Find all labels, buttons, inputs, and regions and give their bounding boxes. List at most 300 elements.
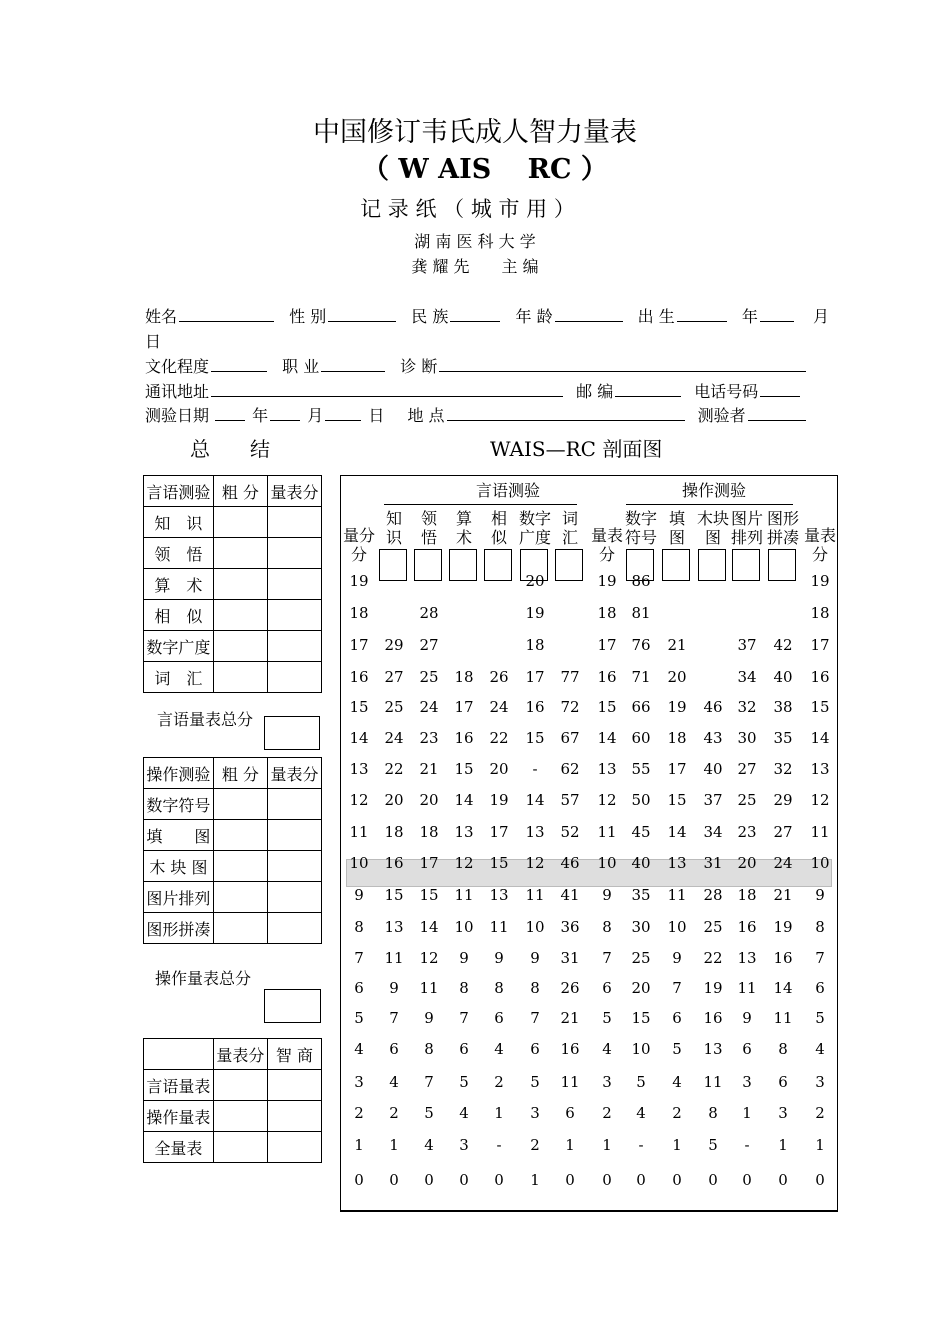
profile-value: 27	[384, 668, 404, 686]
profile-chart	[340, 475, 838, 1212]
profile-value: 72	[560, 698, 580, 716]
profile-header-1: 知 识	[385, 509, 402, 547]
profile-value: 18	[525, 636, 545, 654]
profile-value: 27	[773, 823, 793, 841]
ethnicity-field[interactable]	[450, 305, 500, 322]
profile-value: 37	[703, 791, 723, 809]
profile-score-box[interactable]	[768, 549, 796, 581]
profile-value: 21	[419, 760, 439, 778]
profile-value: 4	[354, 1040, 364, 1058]
score-cell[interactable]	[213, 631, 267, 662]
profile-value: 6	[389, 1040, 399, 1058]
profile-value: 6	[815, 979, 825, 997]
profile-value: 4	[389, 1073, 399, 1091]
profile-value: 9	[354, 886, 364, 904]
profile-value: 8	[708, 1104, 718, 1122]
profile-header-10: 木块 图	[696, 509, 729, 547]
profile-value: 4	[459, 1104, 469, 1122]
profile-value: 7	[354, 949, 364, 967]
score-cell[interactable]	[267, 600, 321, 631]
profile-value: 1	[494, 1104, 504, 1122]
row-label: 木 块 图	[144, 851, 214, 882]
profile-value: 13	[597, 760, 617, 778]
profile-value: 5	[530, 1073, 540, 1091]
profile-value: 10	[525, 918, 545, 936]
score-cell[interactable]	[267, 538, 321, 569]
profile-value: 19	[525, 604, 545, 622]
profile-value: 34	[703, 823, 723, 841]
score-cell[interactable]	[213, 1101, 267, 1132]
profile-value: 9	[459, 949, 469, 967]
profile-value: 0	[459, 1171, 469, 1189]
score-cell[interactable]	[267, 1101, 321, 1132]
postcode-field[interactable]	[615, 380, 681, 397]
profile-value: 18	[419, 823, 439, 841]
profile-value: 11	[525, 886, 545, 904]
profile-value: 19	[349, 572, 369, 590]
profile-value: 13	[667, 854, 687, 872]
diagnosis-field[interactable]	[439, 355, 806, 372]
profile-value: 28	[419, 604, 439, 622]
profile-value: 18	[349, 604, 369, 622]
verbal-total-label: 言语量表总分	[157, 710, 254, 729]
profile-value: 20	[489, 760, 509, 778]
table-row	[144, 789, 322, 820]
education-field[interactable]	[211, 355, 267, 372]
phone-field[interactable]	[760, 380, 800, 397]
profile-value: 8	[424, 1040, 434, 1058]
profile-value: 11	[454, 886, 474, 904]
score-cell[interactable]	[267, 1070, 321, 1101]
profile-value: 17	[597, 636, 617, 654]
profile-score-box[interactable]	[662, 549, 690, 581]
birth-month-field[interactable]	[760, 305, 794, 322]
profile-value: 20	[631, 979, 651, 997]
profile-value: 0	[602, 1171, 612, 1189]
profile-value: 5	[636, 1073, 646, 1091]
occupation-label: 职 业	[282, 357, 320, 376]
profile-value: 8	[815, 918, 825, 936]
profile-value: 31	[560, 949, 580, 967]
row-label: 全量表	[144, 1132, 214, 1163]
score-cell[interactable]	[267, 851, 321, 882]
profile-value: 9	[494, 949, 504, 967]
profile-value: 25	[631, 949, 651, 967]
profile-value: 31	[703, 854, 723, 872]
profile-value: 11	[597, 823, 617, 841]
row-label: 相 似	[144, 600, 214, 631]
profile-header-4: 相 似	[490, 509, 507, 547]
profile-value: 2	[494, 1073, 504, 1091]
table-row	[144, 851, 322, 882]
profile-value: 41	[560, 886, 580, 904]
profile-value: 14	[525, 791, 545, 809]
profile-score-box[interactable]	[555, 549, 583, 581]
score-cell[interactable]	[267, 882, 321, 913]
profile-value: 5	[424, 1104, 434, 1122]
profile-value: 21	[773, 886, 793, 904]
profile-value: 2	[354, 1104, 364, 1122]
profile-score-box[interactable]	[379, 549, 407, 581]
profile-value: 19	[810, 572, 830, 590]
editor: 龚 耀 先 主 编	[411, 257, 539, 276]
score-cell[interactable]	[213, 662, 267, 693]
profile-value: 25	[703, 918, 723, 936]
profile-value: 20	[419, 791, 439, 809]
row-label: 图形拼凑	[144, 913, 214, 944]
profile-value: 4	[636, 1104, 646, 1122]
score-cell[interactable]	[267, 631, 321, 662]
profile-value: 36	[560, 918, 580, 936]
birth-day-label: 日	[145, 332, 162, 351]
score-cell[interactable]	[213, 600, 267, 631]
profile-value: 0	[672, 1171, 682, 1189]
profile-value: 35	[631, 886, 651, 904]
profile-value: 3	[354, 1073, 364, 1091]
profile-value: 27	[419, 636, 439, 654]
profile-value: 1	[354, 1136, 364, 1154]
performance-summary-table	[143, 757, 322, 944]
profile-value: 17	[667, 760, 687, 778]
table-row	[144, 538, 322, 569]
score-cell[interactable]	[267, 1132, 321, 1163]
table-row	[144, 1132, 322, 1163]
age-field[interactable]	[555, 305, 623, 322]
profile-value: 0	[708, 1171, 718, 1189]
profile-value: 8	[530, 979, 540, 997]
row-label: 言语量表	[144, 1070, 214, 1101]
profile-value: 6	[602, 979, 612, 997]
place-field[interactable]	[447, 404, 685, 421]
test-day-field[interactable]	[325, 404, 361, 421]
table-row	[144, 507, 322, 538]
profile-value: 16	[773, 949, 793, 967]
score-cell[interactable]	[267, 789, 321, 820]
profile-value: 1	[778, 1136, 788, 1154]
profile-header-8: 数字 符号	[624, 509, 657, 547]
profile-value: 14	[810, 729, 830, 747]
test-month-field[interactable]	[270, 404, 300, 421]
profile-value: 9	[389, 979, 399, 997]
profile-value: 20	[667, 668, 687, 686]
profile-value: 23	[419, 729, 439, 747]
profile-value: 26	[560, 979, 580, 997]
score-cell[interactable]	[213, 507, 267, 538]
profile-value: 16	[349, 668, 369, 686]
row-label: 操作量表	[144, 1101, 214, 1132]
profile-value: 7	[424, 1073, 434, 1091]
birth-month-label: 月	[812, 307, 829, 326]
performance-total-box[interactable]	[264, 989, 321, 1023]
profile-value: 17	[525, 668, 545, 686]
profile-value: 16	[597, 668, 617, 686]
profile-value: 8	[459, 979, 469, 997]
examiner-label: 测验者	[697, 406, 746, 425]
profile-value: 15	[525, 729, 545, 747]
profile-value: 11	[703, 1073, 723, 1091]
profile-value: 50	[631, 791, 651, 809]
profile-value: 11	[489, 918, 509, 936]
profile-value: 14	[773, 979, 793, 997]
profile-value: 9	[742, 1009, 752, 1027]
profile-value: 60	[631, 729, 651, 747]
performance-group-label: 操作测验	[681, 481, 746, 500]
profile-value: 0	[742, 1171, 752, 1189]
profile-value: 30	[631, 918, 651, 936]
profile-value: 0	[636, 1171, 646, 1189]
table-header-row	[144, 1039, 322, 1070]
profile-value: 24	[419, 698, 439, 716]
profile-value: 1	[672, 1136, 682, 1154]
profile-value: 52	[560, 823, 580, 841]
profile-value: 16	[525, 698, 545, 716]
profile-value: 16	[703, 1009, 723, 1027]
profile-value: 26	[489, 668, 509, 686]
profile-header-7: 量表 分	[590, 526, 623, 564]
profile-value: 10	[631, 1040, 651, 1058]
profile-value: 9	[815, 886, 825, 904]
profile-header-3: 算 术	[455, 509, 472, 547]
profile-value: 1	[565, 1136, 575, 1154]
score-cell[interactable]	[213, 851, 267, 882]
profile-score-box[interactable]	[449, 549, 477, 581]
score-cell[interactable]	[267, 913, 321, 944]
profile-value: 32	[737, 698, 757, 716]
test-date-label: 测验日期	[145, 406, 210, 425]
profile-value: 11	[773, 1009, 793, 1027]
profile-value: 3	[815, 1073, 825, 1091]
form-subtitle: （ W AIS RC ）	[362, 154, 608, 185]
profile-value: 6	[672, 1009, 682, 1027]
profile-value: 6	[459, 1040, 469, 1058]
table-header-cell: 量表分	[213, 1039, 267, 1070]
row-label: 算 术	[144, 569, 214, 600]
profile-value: -	[496, 1136, 502, 1154]
profile-value: 15	[489, 854, 509, 872]
profile-value: 46	[703, 698, 723, 716]
profile-value: 1	[815, 1136, 825, 1154]
profile-value: 11	[349, 823, 369, 841]
profile-value: 11	[419, 979, 439, 997]
profile-value: 12	[349, 791, 369, 809]
profile-header-6: 词 汇	[561, 509, 578, 547]
score-cell[interactable]	[213, 789, 267, 820]
profile-value: 14	[667, 823, 687, 841]
birth-year-label: 年	[741, 307, 758, 326]
profile-value: 29	[384, 636, 404, 654]
profile-value: 71	[631, 668, 651, 686]
score-cell[interactable]	[213, 913, 267, 944]
profile-value: 0	[389, 1171, 399, 1189]
score-cell[interactable]	[213, 882, 267, 913]
birth-year-field[interactable]	[677, 305, 727, 322]
profile-value: 18	[810, 604, 830, 622]
profile-value: 62	[560, 760, 580, 778]
table-row	[144, 820, 322, 851]
address-field[interactable]	[211, 380, 563, 397]
place-label: 地 点	[407, 406, 445, 425]
profile-value: 27	[737, 760, 757, 778]
profile-value: 16	[737, 918, 757, 936]
profile-value: 28	[703, 886, 723, 904]
profile-value: 67	[560, 729, 580, 747]
postcode-label: 邮 编	[576, 382, 614, 401]
profile-value: 25	[384, 698, 404, 716]
profile-value: 10	[597, 854, 617, 872]
profile-value: 15	[631, 1009, 651, 1027]
form-title: 中国修订韦氏成人智力量表	[313, 117, 637, 148]
profile-value: 57	[560, 791, 580, 809]
profile-value: -	[638, 1136, 644, 1154]
profile-value: 10	[810, 854, 830, 872]
profile-value: 17	[454, 698, 474, 716]
profile-value: 23	[737, 823, 757, 841]
table-row	[144, 631, 322, 662]
profile-value: 19	[489, 791, 509, 809]
score-cell[interactable]	[213, 569, 267, 600]
profile-value: 5	[354, 1009, 364, 1027]
table-row	[144, 1070, 322, 1101]
profile-value: 7	[459, 1009, 469, 1027]
profile-value: 7	[389, 1009, 399, 1027]
examiner-field[interactable]	[748, 404, 806, 421]
profile-value: 34	[737, 668, 757, 686]
profile-value: 15	[419, 886, 439, 904]
profile-value: 0	[424, 1171, 434, 1189]
profile-value: 18	[454, 668, 474, 686]
score-cell[interactable]	[267, 507, 321, 538]
table-header-cell: 言语测验	[144, 476, 214, 507]
profile-value: 30	[737, 729, 757, 747]
profile-value: 45	[631, 823, 651, 841]
info-line-3	[145, 379, 802, 402]
profile-value: 15	[597, 698, 617, 716]
profile-value: 0	[778, 1171, 788, 1189]
profile-value: 1	[742, 1104, 752, 1122]
profile-value: 19	[773, 918, 793, 936]
profile-header-9: 填 图	[668, 509, 685, 547]
profile-value: 0	[354, 1171, 364, 1189]
score-cell[interactable]	[213, 538, 267, 569]
profile-value: 29	[773, 791, 793, 809]
profile-header-0: 量分 分	[342, 526, 375, 564]
profile-value: 22	[384, 760, 404, 778]
profile-value: 14	[454, 791, 474, 809]
table-row	[144, 662, 322, 693]
profile-value: 13	[489, 886, 509, 904]
profile-value: 16	[810, 668, 830, 686]
profile-value: 12	[525, 854, 545, 872]
profile-value: 12	[597, 791, 617, 809]
profile-value: 40	[631, 854, 651, 872]
occupation-field[interactable]	[321, 355, 385, 372]
profile-value: 4	[815, 1040, 825, 1058]
profile-value: 3	[602, 1073, 612, 1091]
profile-value: 11	[560, 1073, 580, 1091]
profile-value: 19	[667, 698, 687, 716]
profile-value: 5	[708, 1136, 718, 1154]
table-header-cell: 粗 分	[213, 758, 267, 789]
profile-score-box[interactable]	[698, 549, 726, 581]
birth-label: 出 生	[637, 307, 675, 326]
profile-value: 37	[737, 636, 757, 654]
score-cell[interactable]	[267, 820, 321, 851]
score-cell[interactable]	[213, 820, 267, 851]
profile-value: 18	[597, 604, 617, 622]
profile-value: 46	[560, 854, 580, 872]
profile-value: 1	[389, 1136, 399, 1154]
name-label: 姓名	[145, 307, 178, 326]
verbal-group-rule	[384, 504, 577, 505]
profile-value: 17	[810, 636, 830, 654]
profile-value: 24	[489, 698, 509, 716]
profile-value: 13	[525, 823, 545, 841]
profile-value: 24	[773, 854, 793, 872]
verbal-total-box[interactable]	[264, 716, 320, 750]
profile-value: 32	[773, 760, 793, 778]
profile-value: 8	[602, 918, 612, 936]
profile-value: 13	[454, 823, 474, 841]
profile-value: 14	[349, 729, 369, 747]
profile-value: 17	[419, 854, 439, 872]
test-day-label: 日	[368, 406, 385, 425]
score-cell[interactable]	[213, 1070, 267, 1101]
profile-score-box[interactable]	[414, 549, 442, 581]
row-label: 数字广度	[144, 631, 214, 662]
performance-total-label: 操作量表总分	[155, 969, 252, 988]
profile-value: 14	[597, 729, 617, 747]
profile-value: 13	[810, 760, 830, 778]
table-header-cell	[144, 1039, 214, 1070]
profile-value: 10	[349, 854, 369, 872]
profile-value: 20	[737, 854, 757, 872]
name-field[interactable]	[179, 305, 274, 322]
profile-value: 7	[815, 949, 825, 967]
profile-value: 55	[631, 760, 651, 778]
score-cell[interactable]	[267, 569, 321, 600]
record-sheet-label: 记 录 纸 （ 城 市 用 ）	[360, 197, 575, 221]
ethnicity-label: 民 族	[411, 307, 449, 326]
score-cell[interactable]	[213, 1132, 267, 1163]
profile-value: 0	[565, 1171, 575, 1189]
profile-value: 16	[384, 854, 404, 872]
profile-value: 6	[530, 1040, 540, 1058]
profile-value: 2	[389, 1104, 399, 1122]
profile-value: -	[532, 760, 538, 778]
profile-value: 5	[672, 1040, 682, 1058]
profile-value: 20	[525, 572, 545, 590]
profile-value: 10	[667, 918, 687, 936]
gender-label: 性 别	[289, 307, 327, 326]
profile-value: 24	[384, 729, 404, 747]
profile-score-box[interactable]	[732, 549, 760, 581]
profile-value: 15	[384, 886, 404, 904]
gender-field[interactable]	[328, 305, 396, 322]
age-label: 年 龄	[515, 307, 553, 326]
profile-value: 15	[349, 698, 369, 716]
profile-value: 6	[565, 1104, 575, 1122]
profile-value: 15	[810, 698, 830, 716]
profile-score-box[interactable]	[484, 549, 512, 581]
profile-value: 11	[384, 949, 404, 967]
performance-group-rule	[626, 504, 793, 505]
score-cell[interactable]	[267, 662, 321, 693]
profile-value: 9	[424, 1009, 434, 1027]
profile-value: 13	[703, 1040, 723, 1058]
test-year-field[interactable]	[215, 404, 245, 421]
profile-value: 6	[494, 1009, 504, 1027]
test-year-label: 年	[252, 406, 269, 425]
